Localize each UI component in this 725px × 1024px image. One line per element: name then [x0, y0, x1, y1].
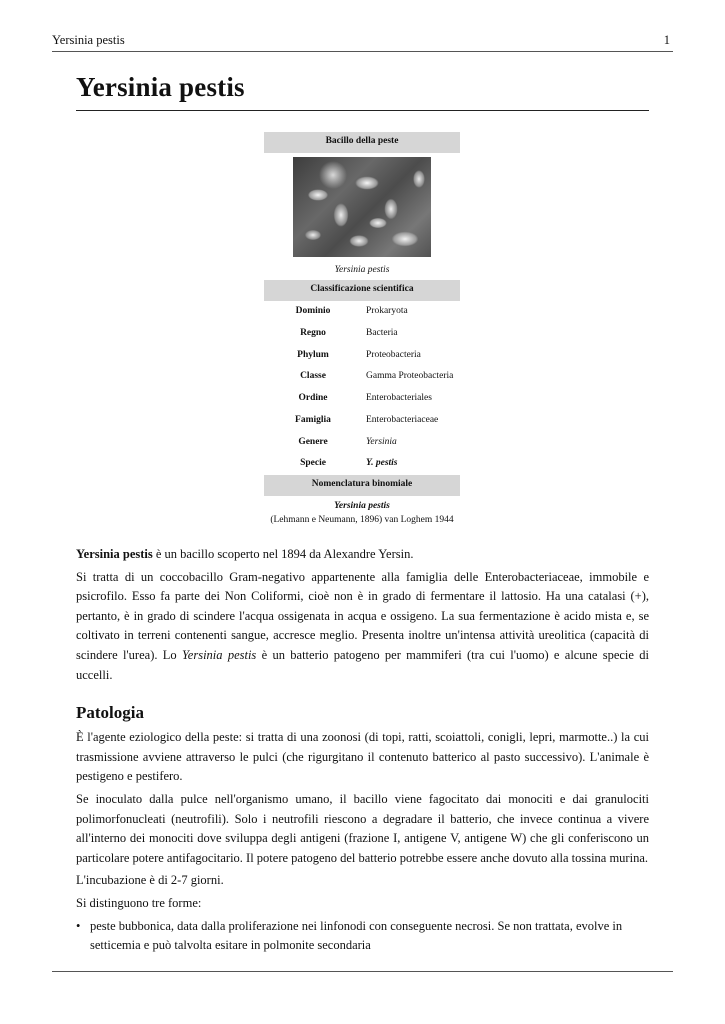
description-paragraph — [76, 568, 649, 686]
taxon-rank: Phylum — [297, 349, 329, 360]
list-item: • peste bubbonica, data dalla proliferazione nei linfonodi con conseguente necrosi. Se non trattata, evolve in setticemia e può talvolta esitare in polmonite secondaria — [90, 917, 649, 956]
binomial-name: Yersinia pestis — [334, 501, 390, 511]
intro-text: è un bacillo scoperto nel 1894 da Alexandre Yersin. — [152, 547, 414, 561]
taxon-row-dominio — [264, 301, 460, 323]
taxon-row-regno — [264, 323, 460, 345]
taxon-row-famiglia — [264, 410, 460, 432]
species-name: Yersinia pestis — [181, 647, 257, 662]
pathology-paragraph: Se inoculato dalla pulce nell'organismo umano, il bacillo viene fagocitato dai monociti e dai granulociti polimorfonucleati (neutrofili). Solo i neutrofili riescono a degradare il batterio, che invece continua a vivere all'interno dei monociti dove sviluppa degli antigeni (frazione I, antigene V, antigene W) che gli conferiscono un particolare potere antifagocitario. Il potere patogeno del batterio potrebbe essere anche dovuto alla tossina murina. — [76, 791, 649, 865]
taxobox — [264, 132, 460, 527]
page-title: Yersinia pestis — [76, 72, 245, 102]
taxon-value: Yersinia — [366, 436, 397, 447]
description-text: Si tratta di un coccobacillo Gram-negativo appartenente alla famiglia delle Enterobacteriaceae, immobile e psicrofilo. Esso fa parte dei Non Coliformi, cioè non è in grado di fermentare il lattosio. Ha una catalasi (+), pertanto, è in grado di scindere l'acqua ossigenata in acqua e ossigeno. La sua fermentazione è acido mista e, se coltivato in terreni contenenti sangue, accresce meglio. Presenta inoltre un'intensa attività ureolitica (capacità di scindere l'urea). Lo — [76, 569, 649, 662]
taxon-value: Proteobacteria — [366, 349, 421, 360]
taxon-rank: Classe — [300, 371, 326, 382]
bacteria-micrograph-image — [293, 157, 431, 257]
taxon-value: Y. pestis — [366, 458, 398, 469]
taxon-value: Enterobacteriales — [366, 393, 432, 403]
taxon-rank: Genere — [298, 436, 328, 447]
taxobox-heading: Bacillo della peste — [264, 132, 460, 153]
taxon-rank: Regno — [300, 327, 326, 338]
description-text: è un batterio patogeno per mammiferi (tra cui l'uomo) e alcune specie di uccelli. — [76, 647, 649, 682]
article-body — [76, 545, 649, 956]
forms-list — [76, 917, 649, 956]
taxon-value: Enterobacteriaceae — [366, 414, 439, 425]
incubation-paragraph: L'incubazione è di 2-7 giorni. — [76, 873, 224, 888]
binomial-authority: (Lehmann e Neumann, 1896) van Loghem 1944 — [270, 515, 454, 525]
taxon-rank: Famiglia — [295, 414, 331, 425]
taxon-row-phylum — [264, 345, 460, 367]
image-caption: Yersinia pestis — [334, 265, 390, 275]
footer-divider — [52, 971, 673, 972]
taxon-value: Gamma Proteobacteria — [366, 371, 454, 382]
taxon-row-ordine — [264, 388, 460, 410]
taxon-row-genere — [264, 432, 460, 454]
classification-heading: Classificazione scientifica — [264, 280, 460, 301]
taxon-rank: Ordine — [298, 393, 328, 403]
intro-paragraph — [76, 545, 649, 565]
page-number: 1 — [663, 33, 670, 47]
section-heading-patologia: Patologia — [76, 703, 144, 723]
running-header — [52, 33, 673, 52]
taxon-value: Bacteria — [366, 327, 398, 338]
running-header-title: Yersinia pestis — [52, 33, 125, 47]
nomenclature-heading: Nomenclatura binomiale — [264, 475, 460, 496]
pathology-paragraph: È l'agente eziologico della peste: si tratta di una zoonosi (di topi, ratti, scoiattoli, conigli, lepri, marmotte..) la cui trasmissione avviene attraverso le pulci (che rigurgitano il contenuto batterico al pasto successivo). L'animale è pestigeno e pestifero. — [76, 730, 649, 784]
taxon-value: Prokaryota — [366, 306, 408, 316]
taxon-rank: Dominio — [295, 306, 331, 316]
forms-intro: Si distinguono tre forme: — [76, 895, 202, 910]
taxon-row-specie — [264, 453, 460, 475]
title-divider — [76, 110, 649, 111]
taxon-rank: Specie — [300, 458, 326, 469]
lead-term: Yersinia pestis — [76, 547, 153, 561]
taxon-row-classe — [264, 366, 460, 388]
